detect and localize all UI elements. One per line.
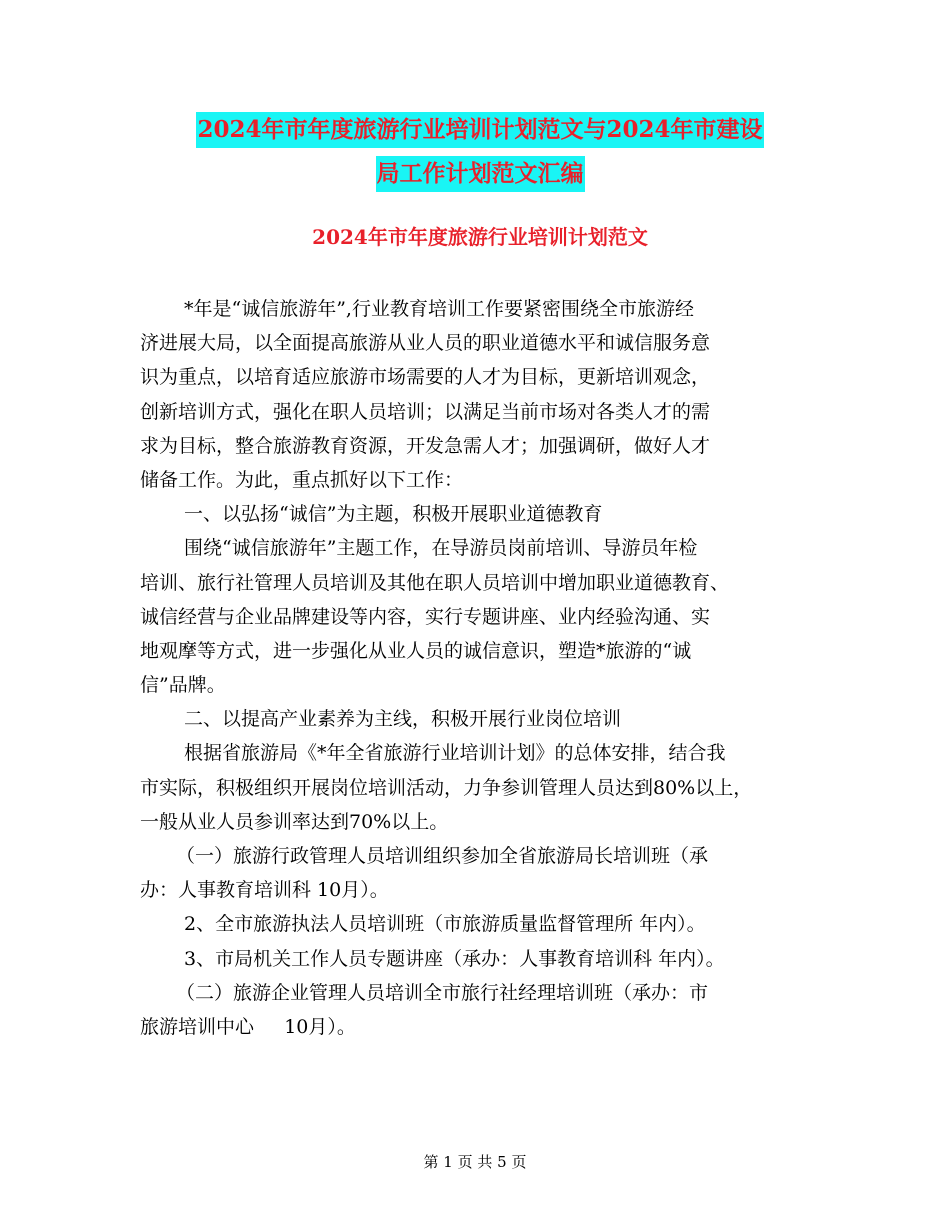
paragraph-line: （二）旅游企业管理人员培训全市旅行社经理培训班（承办：市	[176, 981, 709, 1004]
paragraph-line: *年是“诚信旅游年”,行业教育培训工作要紧密围绕全市旅游经	[184, 298, 694, 320]
paragraph-line: （一）旅游行政管理人员培训组织参加全省旅游局长培训班（承	[176, 845, 709, 867]
paragraph-line: 培训、旅行社管理人员培训及其他在职人员培训中增加职业道德教育、	[140, 571, 730, 594]
paragraph-line: 地观摩等方式，进一步强化从业人员的诚信意识，塑造*旅游的“诚	[140, 639, 692, 662]
paragraph-line: 市实际，积极组织开展岗位培训活动，力争参训管理人员达到80%以上，	[140, 776, 753, 799]
paragraph-line: 储备工作。为此，重点抓好以下工作：	[140, 468, 464, 491]
heading-line: 一、以弘扬“诚信”为主题，积极开展职业道德教育	[184, 503, 603, 526]
document-body	[140, 292, 820, 1044]
page-number: 第 1 页 共 5 页	[423, 1153, 527, 1171]
paragraph-line: 信”品牌。	[140, 674, 226, 697]
heading-line: 二、以提高产业素养为主线，积极开展行业岗位培训	[184, 708, 622, 731]
document-title	[140, 112, 820, 192]
paragraph-line: 识为重点，以培育适应旅游市场需要的人才为目标，更新培训观念，	[140, 366, 711, 389]
paragraph-line: 创新培训方式，强化在职人员培训；以满足当前市场对各类人才的需	[140, 400, 711, 423]
paragraph-line: 3、市局机关工作人员专题讲座（承办：人事教育培训科 年内）。	[184, 947, 725, 970]
section-heading: 2024年市年度旅游行业培训计划范文	[312, 225, 648, 249]
paragraph-line: 围绕“诚信旅游年”主题工作，在导游员岗前培训、导游员年检	[184, 537, 698, 560]
paragraph-line: 求为目标，整合旅游教育资源，开发急需人才；加强调研，做好人才	[140, 434, 711, 457]
paragraph-line: 根据省旅游局《*年全省旅游行业培训计划》的总体安排，结合我	[184, 742, 726, 765]
title-line-2: 局工作计划范文汇编	[376, 156, 585, 192]
paragraph-line: 2、全市旅游执法人员培训班（市旅游质量监督管理所 年内）。	[184, 913, 706, 936]
paragraph-line: 办：人事教育培训科 10月）。	[140, 879, 389, 902]
paragraph-line: 一般从业人员参训率达到70%以上。	[140, 810, 449, 833]
title-line-1: 2024年市年度旅游行业培训计划范文与2024年市建设	[196, 112, 763, 148]
paragraph-line: 诚信经营与企业品牌建设等内容，实行专题讲座、业内经验沟通、实	[140, 605, 711, 628]
paragraph-line: 旅游培训中心 10月）。	[140, 1015, 356, 1038]
paragraph-line: 济进展大局，以全面提高旅游从业人员的职业道德水平和诚信服务意	[140, 332, 711, 355]
